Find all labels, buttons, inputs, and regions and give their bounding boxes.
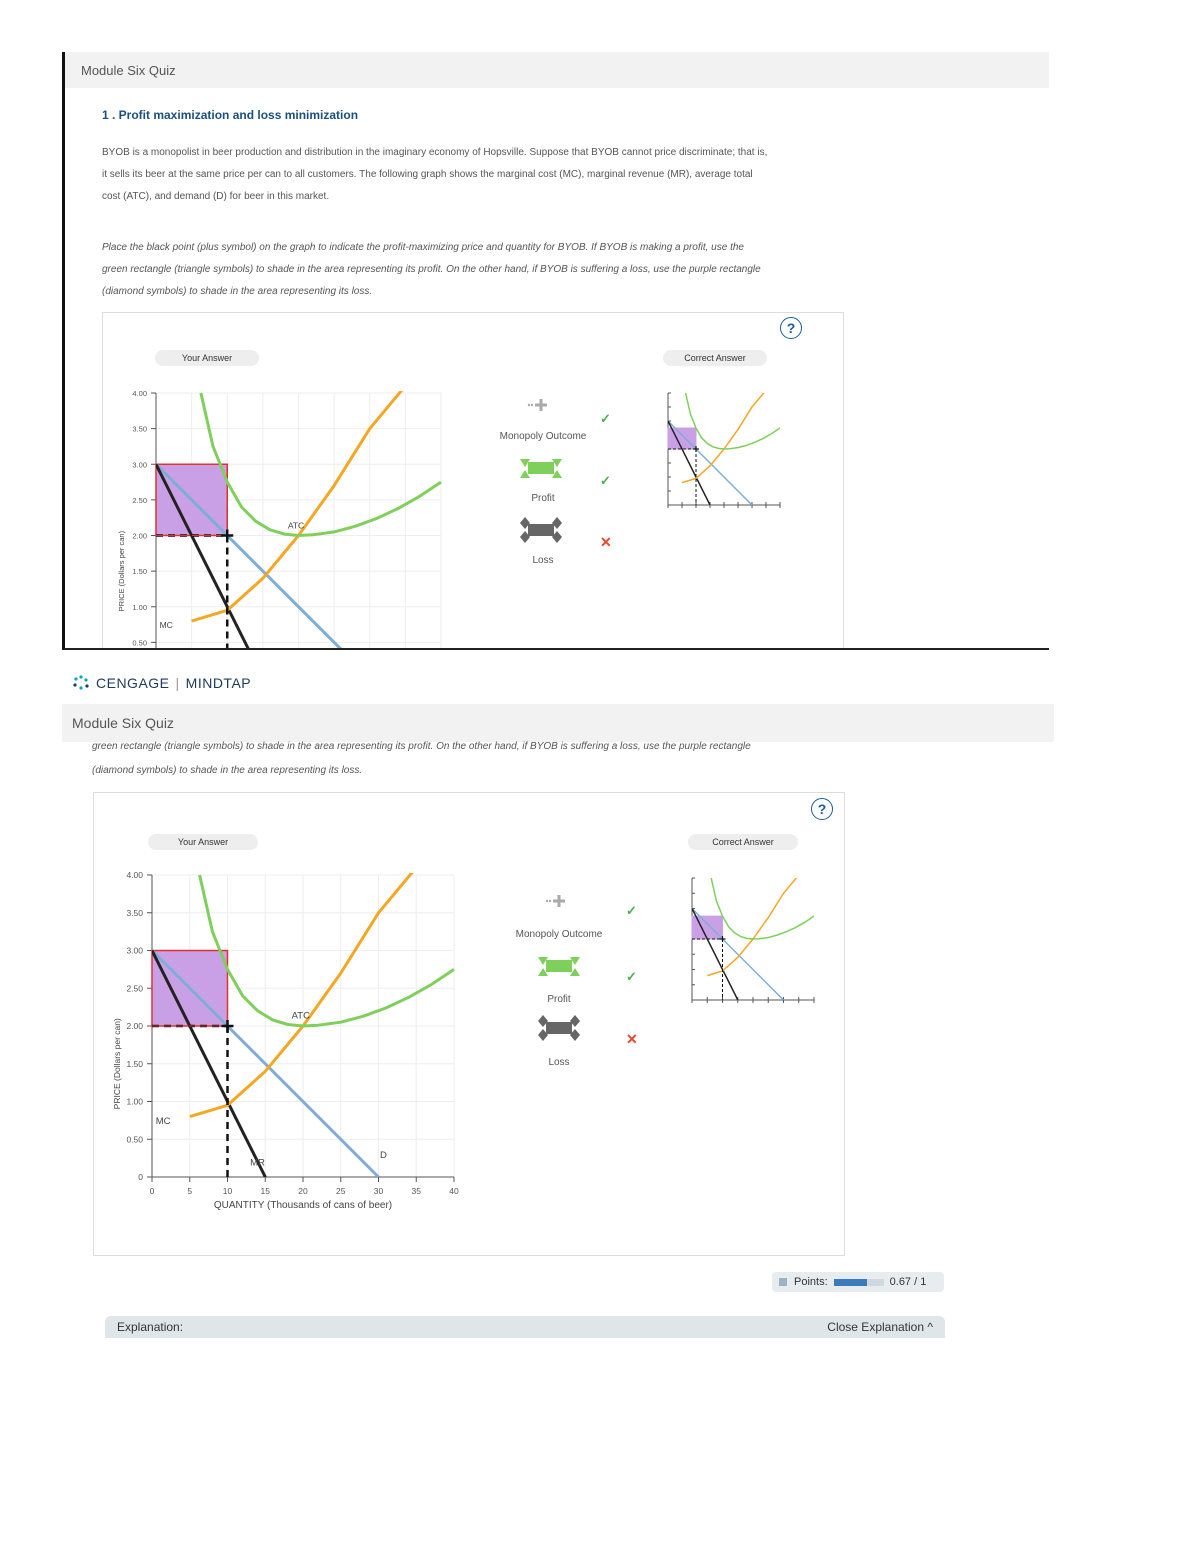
y-tick-label: 4.00	[126, 870, 143, 880]
atc-label: ATC	[287, 520, 305, 531]
close-explanation-button[interactable]: Close Explanation ^	[827, 1320, 933, 1334]
instruction-line: Place the black point (plus symbol) on the graph to indicate the profit-maximizing price and quantity for BYOB. If BYOB is making a profit, use the	[102, 242, 744, 253]
cengage-logo-icon	[72, 674, 90, 692]
legend-label-loss: Loss	[532, 555, 554, 566]
diamond-rectangle-icon[interactable]	[520, 517, 562, 543]
correct-answer-label: Correct Answer	[688, 834, 798, 850]
loss-cross-icon: ✕	[626, 1031, 638, 1047]
mini-d-curve	[668, 421, 752, 505]
legend-panel	[488, 393, 612, 598]
y-tick-label: 1.50	[126, 1058, 143, 1069]
legend-label-profit: Profit	[531, 493, 555, 504]
y-tick-label: 0	[138, 1172, 143, 1182]
y-tick-label: 1.00	[126, 1096, 143, 1107]
x-tick-label: 0	[149, 1186, 155, 1196]
x-tick-label: 35	[411, 1186, 421, 1196]
points-indicator	[772, 1272, 944, 1292]
instruction-line: green rectangle (triangle symbols) to shade in the area representing its profit. On the other hand, if BYOB is suffering a loss, use the purple rectangle	[92, 741, 751, 752]
brand-product: MINDTAP	[185, 675, 252, 691]
your-answer-chart[interactable]	[103, 373, 463, 650]
instruction-line: (diamond symbols) to shade in the area representing its loss.	[92, 765, 363, 776]
question-instructions-2	[92, 735, 992, 783]
y-axis-label: PRICE (Dollars per can)	[117, 530, 126, 612]
loss-cross-icon: ✕	[600, 534, 612, 550]
y-tick-label: 2.00	[126, 1021, 143, 1031]
question-title: 1 . Profit maximization and loss minimization	[102, 108, 359, 122]
question-instructions	[102, 237, 1002, 303]
correct-answer-chart	[658, 388, 788, 513]
atc-label: ATC	[291, 1010, 310, 1022]
d-label: D	[380, 1150, 387, 1162]
module-title: Module Six Quiz	[72, 715, 174, 731]
mini-atc-curve	[711, 878, 814, 939]
x-tick-label: 25	[336, 1186, 346, 1196]
instruction-line: (diamond symbols) to shade in the area representing its loss.	[102, 286, 373, 297]
y-tick-label: 3.00	[132, 460, 147, 470]
correct-loss-rectangle	[692, 916, 723, 939]
y-tick-label: 0.50	[126, 1134, 143, 1145]
points-label: Points:	[794, 1276, 828, 1288]
correct-answer-chart	[682, 873, 822, 1008]
x-tick-label: 5	[187, 1186, 193, 1196]
explanation-label: Explanation:	[117, 1320, 184, 1334]
y-tick-label: 2.00	[132, 531, 147, 541]
mc-label: MC	[155, 1116, 171, 1128]
description-line: BYOB is a monopolist in beer production and distribution in the imaginary economy of Hopsville. Suppose that BYOB cannot price discriminate; that is,	[102, 147, 768, 158]
legend-label-monopoly: Monopoly Outcome	[515, 929, 603, 940]
y-tick-label: 3.00	[126, 945, 143, 956]
mc-label: MC	[159, 620, 173, 631]
diamond-rectangle-icon[interactable]	[538, 1015, 580, 1041]
explanation-bar	[105, 1316, 945, 1338]
points-bar	[834, 1279, 884, 1286]
y-tick-label: 4.00	[132, 389, 147, 398]
graph-box	[102, 312, 844, 650]
monopoly-check-icon: ✓	[626, 903, 637, 918]
y-axis-label: PRICE (Dollars per can)	[112, 1018, 122, 1110]
y-tick-label: 0.50	[132, 638, 147, 648]
y-tick-label: 2.50	[126, 983, 143, 994]
question-description	[102, 142, 1002, 208]
your-answer-label: Your Answer	[148, 834, 258, 850]
graph-box-2	[93, 792, 845, 1256]
triangle-rectangle-icon[interactable]	[520, 459, 562, 478]
legend-panel	[504, 889, 638, 1094]
y-tick-label: 3.50	[126, 907, 143, 918]
description-line: cost (ATC), and demand (D) for beer in this market.	[102, 191, 330, 202]
flag-icon	[778, 1277, 788, 1287]
y-tick-label: 1.00	[132, 602, 147, 612]
legend-label-profit: Profit	[547, 994, 571, 1005]
module-title-bar	[65, 52, 1049, 88]
legend-label-loss: Loss	[548, 1057, 570, 1068]
brand-name: CENGAGE	[96, 675, 170, 691]
module-title: Module Six Quiz	[81, 62, 176, 78]
description-line: it sells its beer at the same price per can to all customers. The following graph shows the marginal cost (MC), marginal revenue (MR), average total	[102, 169, 753, 180]
cengage-logo[interactable]	[72, 674, 251, 692]
top-quiz-panel	[62, 52, 1049, 650]
x-tick-label: 20	[298, 1186, 308, 1196]
your-answer-chart[interactable]	[94, 855, 494, 1225]
y-tick-label: 2.50	[132, 495, 147, 505]
y-tick-label: 3.50	[132, 424, 147, 434]
y-tick-label: 1.50	[132, 567, 147, 577]
triangle-rectangle-icon[interactable]	[538, 957, 580, 976]
legend-label-monopoly: Monopoly Outcome	[499, 431, 587, 442]
monopoly-check-icon: ✓	[600, 411, 611, 426]
plus-icon[interactable]	[528, 399, 547, 411]
help-icon[interactable]: ?	[780, 317, 802, 339]
x-tick-label: 40	[449, 1186, 459, 1196]
help-icon[interactable]: ?	[811, 798, 833, 820]
mr-label: MR	[250, 1157, 265, 1169]
instruction-line: green rectangle (triangle symbols) to shade in the area representing its profit. On the other hand, if BYOB is suffering a loss, use the purple rectangle	[102, 264, 761, 275]
x-tick-label: 10	[222, 1186, 233, 1196]
points-bar-fill	[834, 1279, 868, 1286]
mini-atc-curve	[686, 393, 780, 449]
profit-check-icon: ✓	[600, 473, 611, 488]
brand-divider: |	[175, 675, 180, 691]
x-axis-label: QUANTITY (Thousands of cans of beer)	[213, 1200, 393, 1211]
points-value: 0.67 / 1	[889, 1276, 927, 1288]
x-tick-label: 30	[373, 1186, 384, 1196]
mini-d-curve	[692, 909, 784, 1001]
correct-answer-label: Correct Answer	[663, 350, 767, 366]
plus-icon[interactable]	[546, 895, 565, 907]
your-answer-label: Your Answer	[155, 350, 259, 366]
x-tick-label: 15	[260, 1186, 270, 1196]
profit-check-icon: ✓	[626, 969, 637, 984]
